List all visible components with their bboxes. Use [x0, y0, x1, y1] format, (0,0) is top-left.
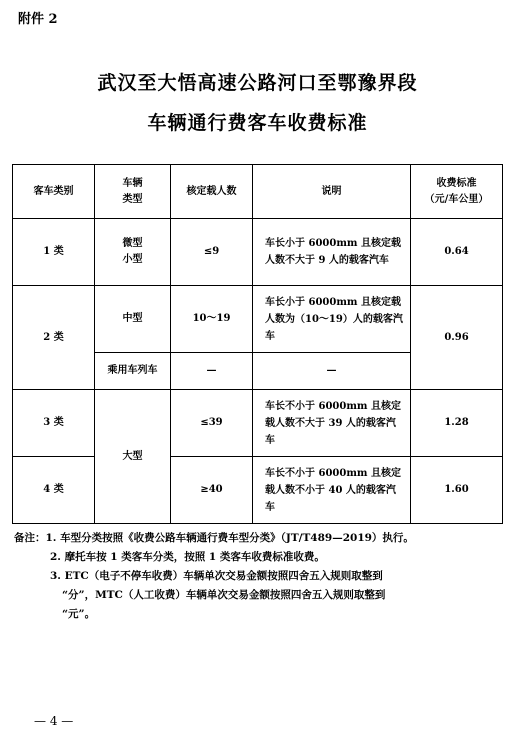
attachment-label: 附件 2 [18, 12, 58, 27]
cell-description: 车长不小于 6000mm 且核定载人数不小于 40 人的载客汽车 [253, 457, 411, 524]
cell-type [95, 219, 171, 286]
cell-description: 车长不小于 6000mm 且核定载人数不大于 39 人的载客汽车 [253, 390, 411, 457]
table-header-row [13, 165, 503, 219]
cell-capacity: 10～19 [171, 286, 253, 353]
header-class: 客车类别 [13, 165, 95, 219]
table-row [13, 286, 503, 353]
cell-class: 2 类 [13, 286, 95, 390]
header-capacity: 核定载人数 [171, 165, 253, 219]
cell-type: 大型 [95, 390, 171, 524]
cell-type: 中型 [95, 286, 171, 353]
cell-type-line2: 小型 [122, 254, 143, 265]
notes-prefix: 备注： [14, 532, 46, 544]
cell-type-line1: 微型 [122, 238, 143, 249]
notes-section [14, 529, 504, 624]
cell-sub-type: 乘用车列车 [95, 353, 171, 390]
note-1 [14, 529, 504, 548]
page-number: — 4 — [34, 714, 74, 728]
table-row [13, 457, 503, 524]
note-3-line3: “元”。 [62, 608, 96, 620]
note-3-line2: “分”，MTC（人工收费）车辆单次交易金额按照四舍五入规则取整到 [62, 589, 386, 601]
cell-rate: 0.96 [411, 286, 503, 390]
note-2: 2. 摩托车按 1 类客车分类，按照 1 类客车收费标准收费。 [50, 551, 325, 563]
fee-standard-table [12, 164, 503, 524]
cell-capacity: ≤9 [171, 219, 253, 286]
header-type-line1: 车辆 [122, 177, 143, 189]
note-1-text: 1. 车型分类按照《收费公路车辆通行费车型分类》（JT/T489—2019）执行。 [45, 532, 414, 544]
cell-class: 3 类 [13, 390, 95, 457]
header-rate-line1: 收费标准 [436, 177, 477, 189]
cell-rate: 1.28 [411, 390, 503, 457]
cell-sub-capacity: — [171, 353, 253, 390]
cell-rate: 1.60 [411, 457, 503, 524]
cell-description: 车长小于 6000mm 且核定载人数为（10～19）人的载客汽车 [253, 286, 411, 353]
cell-class: 4 类 [13, 457, 95, 524]
header-type-line2: 类型 [122, 193, 143, 205]
header-rate [411, 165, 503, 219]
cell-capacity: ≥40 [171, 457, 253, 524]
header-rate-line2: （元/车公里） [424, 193, 489, 205]
cell-sub-description: — [253, 353, 411, 390]
header-description: 说明 [253, 165, 411, 219]
document-title-line2: 车辆通行费客车收费标准 [147, 112, 368, 134]
cell-capacity: ≤39 [171, 390, 253, 457]
cell-description: 车长小于 6000mm 且核定载人数不大于 9 人的载客汽车 [253, 219, 411, 286]
table-row [13, 390, 503, 457]
header-vehicle-type [95, 165, 171, 219]
document-title-line1: 武汉至大悟高速公路河口至鄂豫界段 [97, 72, 418, 94]
cell-rate: 0.64 [411, 219, 503, 286]
note-3-line1: 3. ETC（电子不停车收费）车辆单次交易金额按照四舍五入规则取整到 [50, 570, 383, 582]
table-row [13, 219, 503, 286]
cell-class: 1 类 [13, 219, 95, 286]
